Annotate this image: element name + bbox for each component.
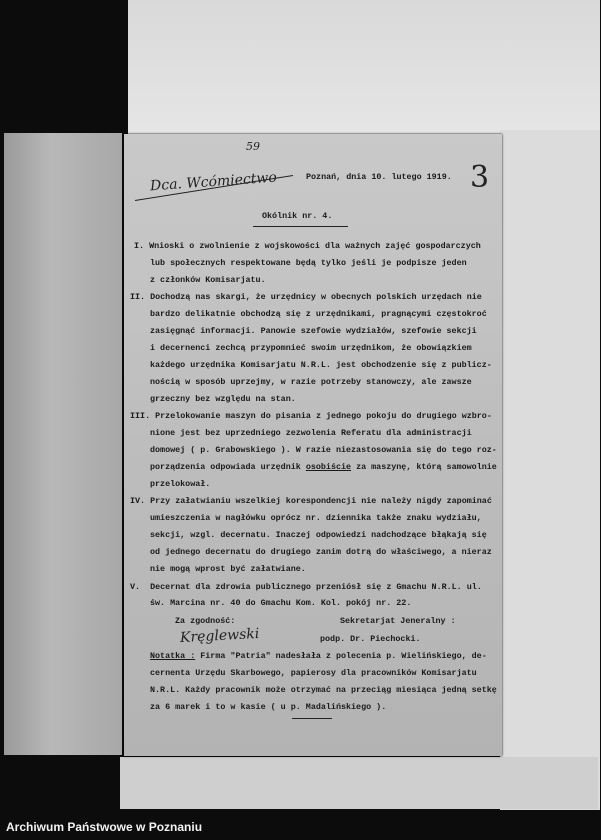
text-line: z członków Komisarjatu. xyxy=(150,275,266,285)
text-line: św. Marcina nr. 40 do Gmachu Kom. Kol. pokój nr. 22. xyxy=(150,598,412,608)
agreement-label: Za zgodność: xyxy=(175,616,236,626)
archive-name: Archiwum Państwowe w Poznaniu xyxy=(6,820,203,834)
text-line: grzeczny bez względu na stan. xyxy=(150,394,296,404)
text-line xyxy=(150,651,487,661)
text-fragment: porządzenia odpowiada urzędnik xyxy=(150,462,306,472)
secretariat-label: Sekretarjat Jeneralny : xyxy=(340,616,456,626)
text-line: N.R.L. Każdy pracownik może otrzymać na przeciąg miesiąca jedną setkę xyxy=(150,685,497,695)
signature: Kręglewski xyxy=(179,625,260,647)
archive-footer xyxy=(0,814,601,840)
handwritten-note: Dca. Wcómiectwo xyxy=(149,169,278,195)
text-line: od jednego decernatu do drugiego zanim dotrą do właściwego, a nieraz xyxy=(150,547,492,557)
page-number: 3 xyxy=(470,160,490,195)
text-fragment: za maszynę, którą samowolnie xyxy=(351,462,497,472)
text-line: cernenta Urzędu Skarbowego, papierosy dla pracowników Komisarjatu xyxy=(150,668,477,678)
text-line: umieszczenia w nagłówku oprócz nr. dziennika także znaku wydziału, xyxy=(150,513,482,523)
document-title: Okólnik nr. 4. xyxy=(262,211,333,221)
background-sheet xyxy=(128,0,600,140)
text-line: bardzo delikatnie obchodzą się z urzędnikami, pragnącymi częstokroć xyxy=(150,309,487,319)
underlined-word: osobiście xyxy=(305,462,352,472)
text-line: nością w sposób uprzejmy, w razie potrzeby stanowczy, ale zawsze xyxy=(150,377,472,387)
text-line: V. Decernat dla zdrowia publicznego przeniósł się z Gmachu N.R.L. ul. xyxy=(130,582,482,592)
text-line: III. Przelokowanie maszyn do pisania z jednego pokoju do drugiego wzbro- xyxy=(130,411,492,421)
text-line: przelokował. xyxy=(150,479,211,489)
folio-number: 59 xyxy=(246,140,260,153)
text-line: nie mogą wprost być załatwiane. xyxy=(150,564,306,574)
note-label: Notatka : xyxy=(150,651,196,661)
text-line: II. Dochodzą nas skargi, że urzędnicy w obecnych polskich urzędach nie xyxy=(130,292,482,302)
text-line: każdego urzędnika Komisarjatu N.R.L. jest obchodzenie się z publicz- xyxy=(150,360,492,370)
date-line: Poznań, dnia 10. lutego 1919. xyxy=(306,172,452,182)
text-line: sekcji, wzgl. decernatu. Inaczej odpowiedzi nadchodzące błąkają się xyxy=(150,530,487,540)
text-line: domowej ( p. Grabowskiego ). W razie niezastosowania się do tego roz- xyxy=(150,445,497,455)
text-line: zasięgnąć informacji. Panowie szefowie wydziałów, szefowie sekcji xyxy=(150,326,477,336)
title-underline xyxy=(253,226,348,227)
text-line: nione jest bez uprzedniego zezwolenia Referatu dla administracji xyxy=(150,428,472,438)
text-line: lub społecznych respektowane będą tylko jeśli je podpisze jeden xyxy=(150,258,467,268)
text-line: i decernenci zechcą przypomnieć swoim urzędnikom, że obowiązkiem xyxy=(150,343,472,353)
underlying-page-bottom xyxy=(120,757,598,809)
signed-by: podp. Dr. Piechocki. xyxy=(320,634,421,644)
closing-rule xyxy=(292,718,332,719)
text-line xyxy=(150,462,497,472)
text-line: I. Wnioski o zwolnienie z wojskowości dla ważnych zajęć gospodarczych xyxy=(134,241,481,251)
underlying-page-strip xyxy=(4,133,122,755)
text-line: IV. Przy załatwianiu wszelkiej korespondencji nie należy nigdy zapominać xyxy=(130,496,492,506)
text-fragment: Firma "Patria" nadesłała z polecenia p. Wielińskiego, de- xyxy=(195,651,487,661)
text-line: za 6 marek i to w kasie ( u p. Madalińskiego ). xyxy=(150,702,387,712)
background-sheet-edge xyxy=(500,130,600,810)
